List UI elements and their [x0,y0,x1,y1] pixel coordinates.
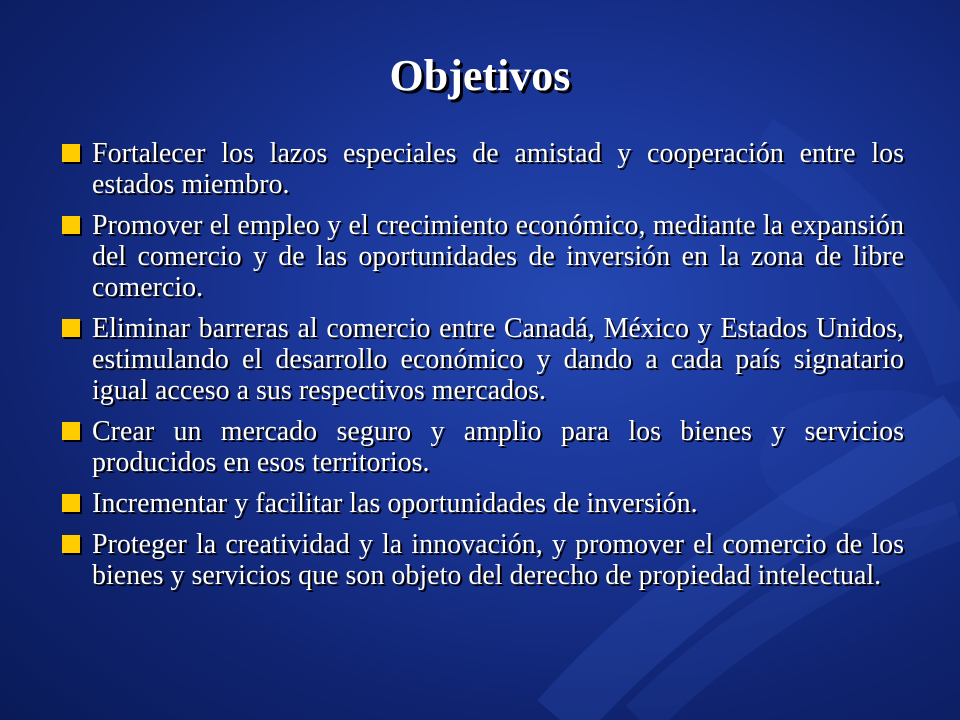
bullet-list [60,138,904,601]
bullet-item [60,416,904,478]
bullet-item [60,529,904,591]
square-bullet-icon [62,144,80,162]
bullet-text: Eliminar barreras al comercio entre Canadá, México y Estados Unidos, estimulando el desarrollo económico y dando a cada país signatario igual acceso a sus respectivos mercados. [92,313,904,406]
bullet-text: Promover el empleo y el crecimiento económico, mediante la expansión del comercio y de las oportunidades de inversión en la zona de libre comercio. [92,210,904,303]
bullet-item [60,313,904,406]
square-bullet-icon [62,535,80,553]
bullet-item [60,138,904,200]
slide-title: Objetivos [389,51,571,100]
bullet-text: Fortalecer los lazos especiales de amistad y cooperación entre los estados miembro. [92,138,904,200]
square-bullet-icon [62,494,80,512]
square-bullet-icon [62,216,80,234]
bullet-item [60,488,904,519]
bullet-text: Crear un mercado seguro y amplio para los bienes y servicios producidos en esos territorios. [92,416,904,478]
bullet-text: Proteger la creatividad y la innovación, y promover el comercio de los bienes y servicios que son objeto del derecho de propiedad intelectual. [92,529,904,591]
bullet-text: Incrementar y facilitar las oportunidades de inversión. [92,488,698,519]
square-bullet-icon [62,319,80,337]
bullet-item [60,210,904,303]
square-bullet-icon [62,422,80,440]
